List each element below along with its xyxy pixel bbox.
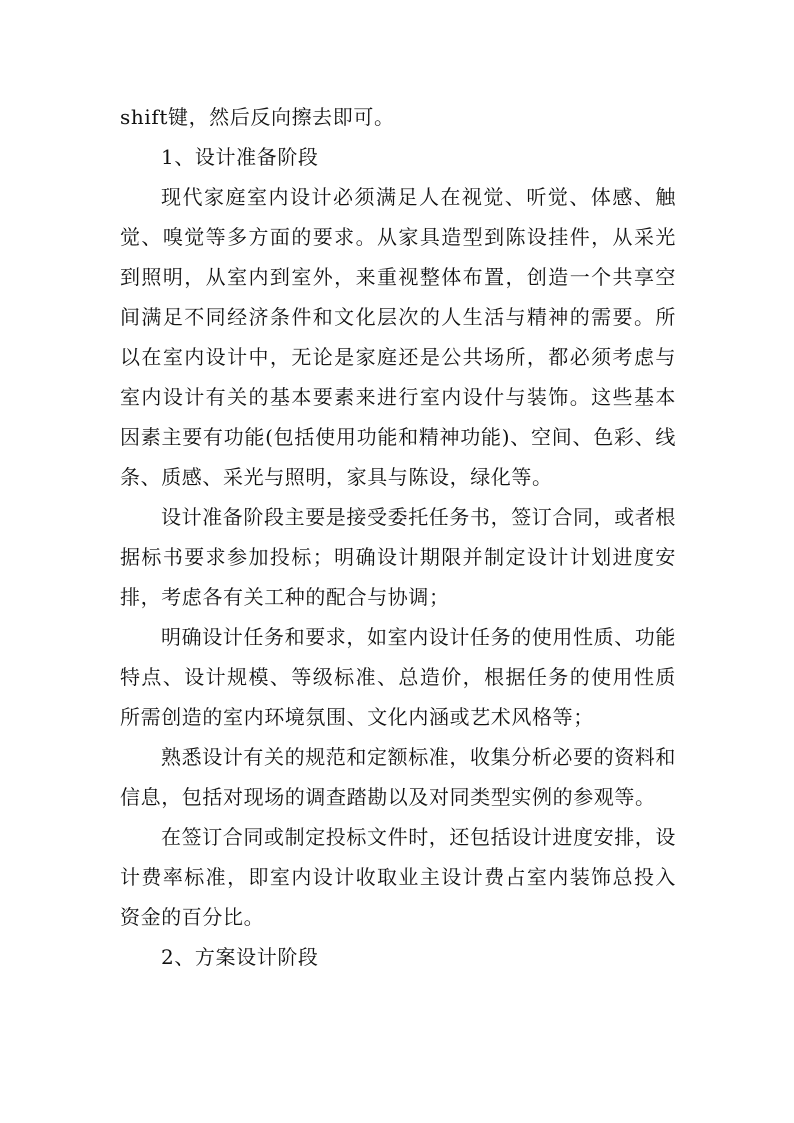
section-heading-design-preparation: 1、设计准备阶段	[161, 145, 319, 169]
paragraph-standards: 熟悉设计有关的规范和定额标准，收集分析必要的资料和信息，包括对现场的调查踏勘以及对同类型实例的参观等。	[120, 745, 676, 809]
paragraph-design-tasks: 明确设计任务和要求，如室内设计任务的使用性质、功能特点、设计规模、等级标准、总造价，根据任务的使用性质所需创造的室内环境氛围、文化内涵或艺术风格等；	[120, 625, 676, 729]
paragraph-shift-key: shift键，然后反向擦去即可。	[120, 105, 395, 129]
paragraph-contract: 在签订合同或制定投标文件时，还包括设计进度安排，设计费率标准，即室内设计收取业主设计费占室内装饰总投入资金的百分比。	[120, 825, 676, 929]
paragraph-requirements: 现代家庭室内设计必须满足人在视觉、听觉、体感、触觉、嗅觉等多方面的要求。从家具造型到陈设挂件，从采光到照明，从室内到室外，来重视整体布置，创造一个共享空间满足不同经济条件和文化层次的人生活与精神的需要。所以在室内设计中，无论是家庭还是公共场所，都必须考虑与室内设计有关的基本要素来进行室内设什与装饰。这些基本因素主要有功能(包括使用功能和精神功能)、空间、色彩、线条、质感、采光与照明，家具与陈设，绿化等。	[120, 185, 676, 489]
paragraph-preparation-stage: 设计准备阶段主要是接受委托任务书，签订合同，或者根据标书要求参加投标；明确设计期限并制定设计计划进度安排，考虑各有关工种的配合与协调；	[120, 505, 676, 609]
document-body	[120, 97, 676, 977]
section-heading-scheme-design: 2、方案设计阶段	[161, 945, 319, 969]
